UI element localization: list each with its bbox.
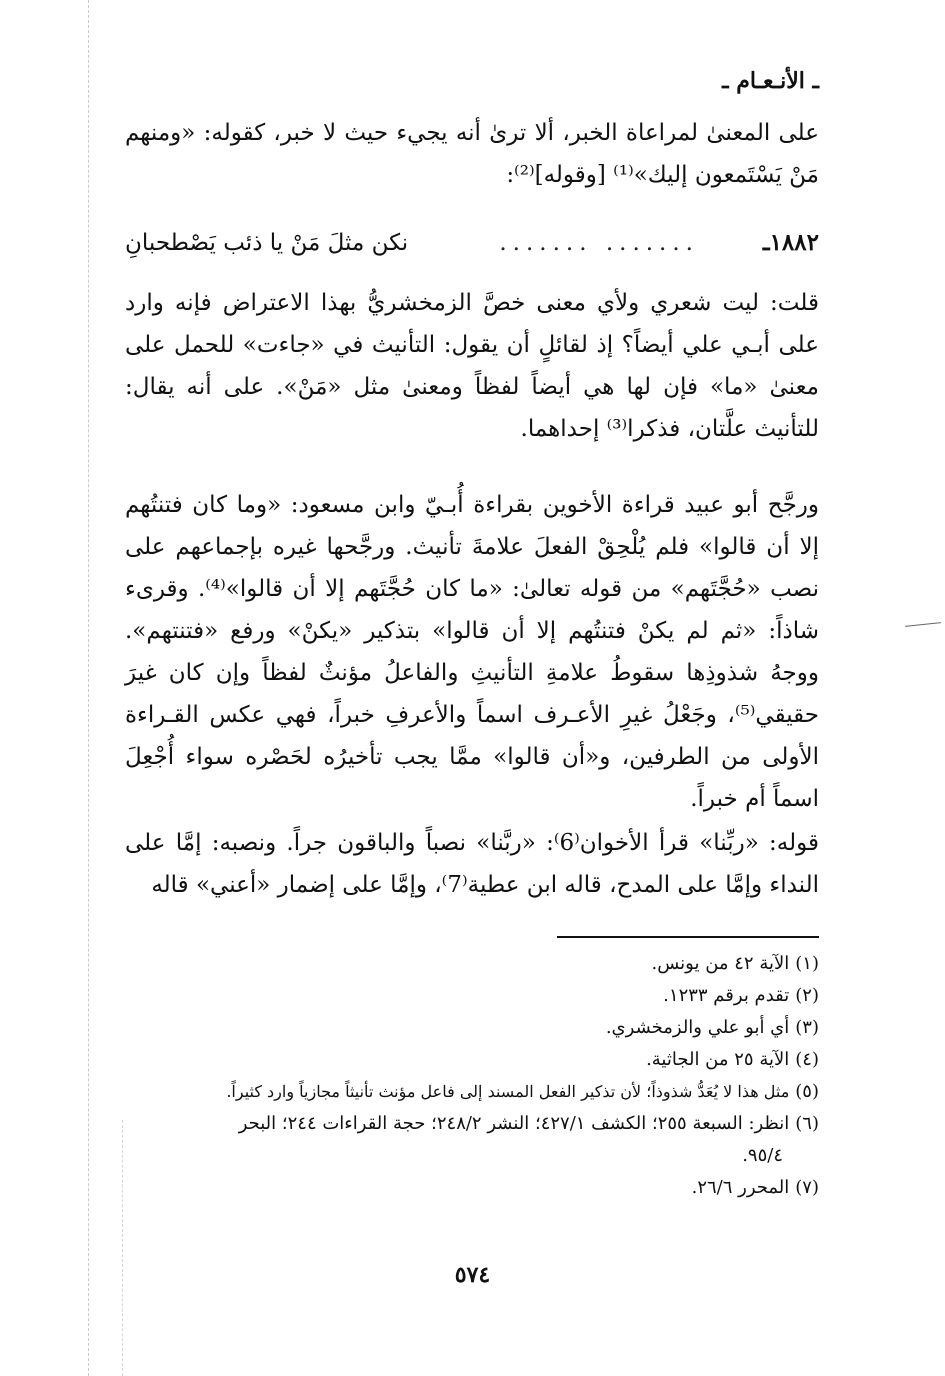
footnote-number: (٧) — [795, 1177, 819, 1198]
verse-number: ١٨٨٢ـ — [762, 229, 819, 256]
footnote-text: الآية ٢٥ من الجاثية. — [646, 1049, 790, 1070]
footnote-item — [119, 1044, 819, 1076]
footnote-item — [119, 948, 819, 980]
footnote-item — [119, 1076, 819, 1108]
footnote-text: الآية ٤٢ من يونس. — [651, 953, 790, 974]
footnote-continuation: ٩٥/٤. — [742, 1145, 783, 1166]
running-head: ـ الأنـعـام ـ — [722, 68, 819, 94]
footnote-number: (١) — [795, 953, 819, 974]
paragraph-2: قلت: ليت شعري ولأي معنى خصَّ الزمخشريُّ بهذا الاعتراض فإنه وارد على أبـي علي أيضاً؟ إذ لقائلٍ أن يقول: التأنيث في «جاءت» للحمل على معنىٰ «ما» فإن لها هي أيضاً لفظاً ومعنىٰ مثل «مَنْ». على أنه يقال: للتأنيث علَّتان، فذكرا⁽³⁾ إحداهما. — [125, 290, 819, 442]
footnote-text: انظر: السبعة ٢٥٥؛ الكشف ٤٢٧/١؛ النشر ٢٤٨/٢؛ حجة القراءات ٢٤٤؛ البحر — [238, 1113, 790, 1134]
footnote-item — [119, 1012, 819, 1044]
footnote-text: مثل هذا لا يُعَدُّ شذوذاً؛ لأن تذكير الفعل المسند إلى فاعل مؤنث تأنيثاً مجازياً وارد كثيراً. — [226, 1082, 790, 1101]
paragraph-4: قوله: «ربِّنا» قرأ الأخوان⁽6⁾: «ربَّنا» نصباً والباقون جراً. ونصبه: إمَّا على النداء وإمَّا على المدح، قاله ابن عطية⁽7⁾، وإمَّا على إضمار «أعني» قاله — [125, 830, 820, 898]
footnote-number: (٦) — [795, 1113, 819, 1134]
footnote-number: (٣) — [795, 1017, 819, 1038]
footnote-item — [119, 1172, 819, 1204]
scan-mark — [905, 622, 941, 627]
verse-text: نكن مثلَ مَنْ يا ذئب يَصْطحبانِ — [125, 230, 409, 256]
footnote-number: (٤) — [795, 1049, 819, 1070]
verse-ellipsis: ....... ....... — [499, 230, 699, 256]
footnote-text: أي أبو علي والزمخشري. — [605, 1017, 790, 1038]
footnote-number: (٥) — [795, 1081, 819, 1102]
paragraph-3: ورجَّح أبو عبيد قراءة الأخوين بقراءة أُبـيّ وابن مسعود: «وما كان فتنتُهم إلا أن قالوا» فلم يُلْحِقْ الفعلَ علامةَ تأنيث. ورجَّحها غيره بإجماعهم على نصب «حُجَّتَهم» من قوله تعالىٰ: «ما كان حُجَّتَهم إلا أن قالوا»⁽⁴⁾. وقرىء شاذاً: «ثم لم يكنْ فتنتُهم إلا أن قالوا» بتذكير «يكنْ» ورفع «فتنتهم». ووجهُ شذوذِها سقوطُ علامةِ التأنيثِ والفاعلُ مؤنثٌ لفظاً وإن كان غيرَ حقيقي⁽⁵⁾، وجَعْلُ غيرِ الأعـرف اسماً والأعرفِ خبراً، فهي عكس القـراءة الأولى من الطرفين، و«أن قالوا» ممَّا يجب تأخيرُه لحَصْره سواء أُجْعِلَ اسماً أم خبراً. — [125, 492, 819, 812]
footnote-number: (٢) — [795, 985, 819, 1006]
footnote-text: تقدم برقم ١٢٣٣. — [663, 985, 790, 1006]
verse-line — [125, 222, 819, 264]
footnote-item — [119, 1108, 819, 1172]
footnote-text: المحرر ٢٦/٦. — [691, 1177, 790, 1198]
page-number: ٥٧٤ — [454, 1262, 491, 1288]
paragraph-1: على المعنىٰ لمراعاة الخبر، ألا ترىٰ أنه يجيء حيث لا خبر، كقوله: «ومنهم مَنْ يَسْتَمعون إليك»⁽¹⁾ [وقوله]⁽²⁾: — [125, 120, 819, 188]
footnotes-list — [119, 948, 819, 1204]
scan-margin-line — [88, 0, 89, 1376]
footnote-separator — [557, 936, 819, 938]
footnote-item — [119, 980, 819, 1012]
